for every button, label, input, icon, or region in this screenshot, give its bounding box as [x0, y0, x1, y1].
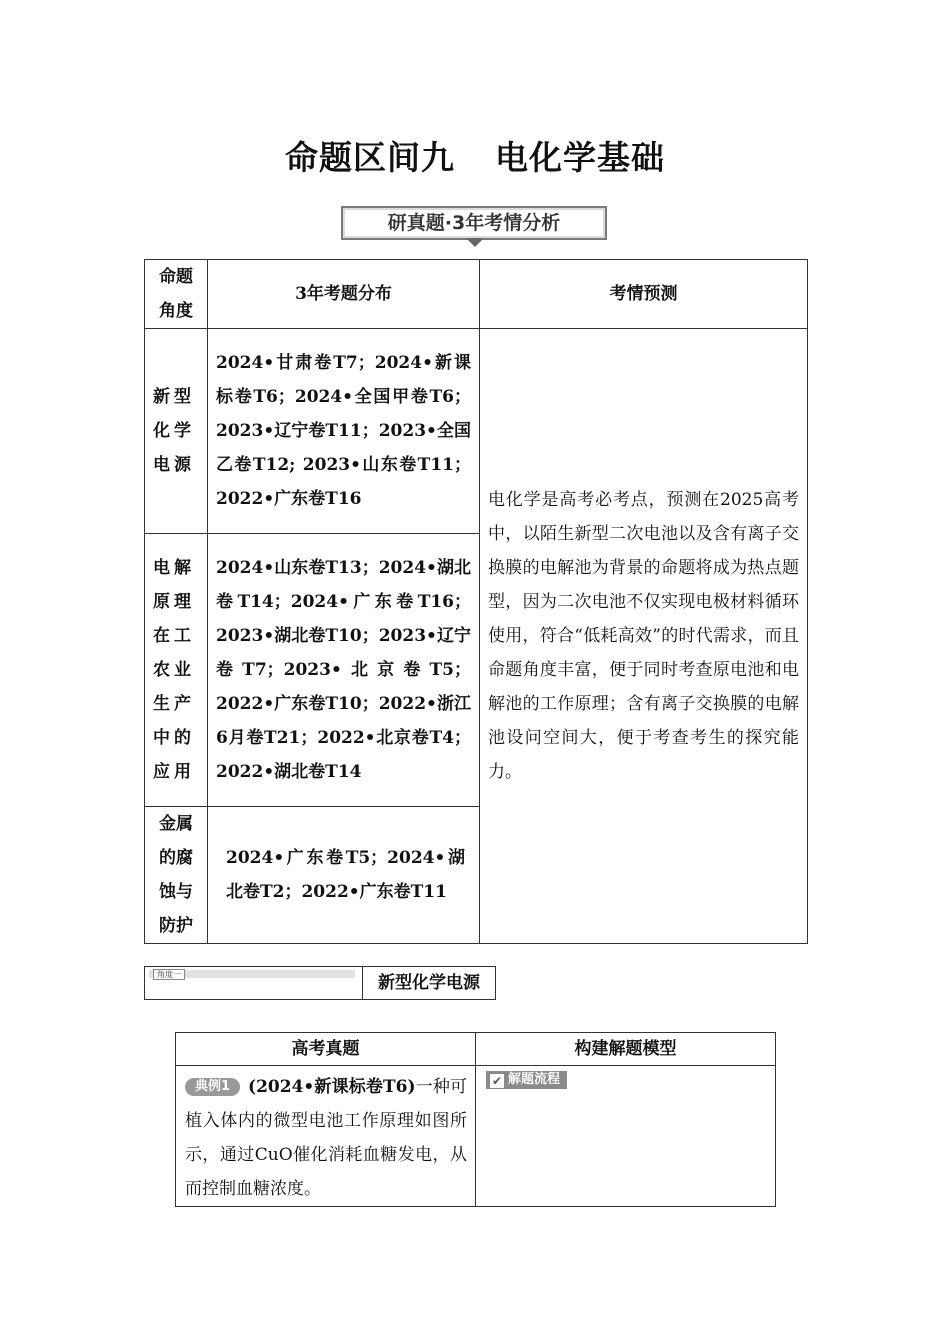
banner-label: 研真题·3年考情分析 — [341, 206, 607, 240]
example-badge: 典例1 — [185, 1078, 240, 1096]
forecast-cell: 电化学是高考必考点，预测在2025高考中，以陌生新型二次电池以及含有离子交换膜的电解池为背景的命题将成为热点题型，因为二次电池不仅实现电极材料循环使用，符合“低耗高效”的时代需求，而且命题角度丰富，便于同时考查原电池和电解池的工作原理；含有离子交换膜的电解池设问空间大，便于考查考生的探究能力。 — [480, 329, 808, 944]
distribution-cell: 2024•甘肃卷T7；2024•新课标卷T6；2024•全国甲卷T6；2023•辽宁卷T11；2023•全国乙卷T12; 2023•山东卷T11；2022•广东卷T16 — [208, 329, 480, 534]
banner-pointer-icon — [466, 238, 484, 247]
angle-cell: 金属的腐蚀与防护 — [145, 807, 208, 944]
header-distribution: 3年考题分布 — [208, 260, 480, 329]
header-solution-model: 构建解题模型 — [476, 1033, 776, 1066]
distribution-cell: 2024•山东卷T13；2024•湖北卷T14；2024•广东卷T16；2023•湖北卷T10；2023•辽宁卷T7；2023•北京卷T5；2022•广东卷T10；2022•浙江6月卷T21；2022•北京卷T4；2022•湖北卷T14 — [208, 534, 480, 807]
section-header — [144, 966, 496, 1000]
question-text: 一种可植入体内的微型电池工作原理如图所示，通过CuO催化消耗血糖发电，从而控制血糖浓度。 — [185, 1077, 467, 1199]
exam-analysis-table — [144, 259, 808, 944]
distribution-cell: 2024•广东卷T5；2024•湖北卷T2；2022•广东卷T11 — [208, 807, 480, 944]
table-row — [145, 329, 808, 534]
section-title: 新型化学电源 — [378, 973, 480, 993]
section-tag: 角度一 — [153, 969, 185, 980]
check-icon: ✔ — [491, 1074, 503, 1088]
question-cell — [176, 1066, 476, 1207]
solution-flow-label: ✔ 解题流程 — [486, 1071, 567, 1089]
model-cell — [476, 1066, 776, 1207]
example-table — [175, 1032, 776, 1207]
angle-cell: 电解原理在工农业生产中的应用 — [145, 534, 208, 807]
header-angle: 命题角度 — [145, 260, 208, 329]
header-exam-question: 高考真题 — [176, 1033, 476, 1066]
page-title: 命题区间九 电化学基础 — [285, 138, 665, 177]
section-banner — [341, 206, 607, 242]
angle-cell: 新型化学电源 — [145, 329, 208, 534]
header-forecast: 考情预测 — [480, 260, 808, 329]
question-source: (2024•新课标卷T6) — [248, 1077, 416, 1097]
